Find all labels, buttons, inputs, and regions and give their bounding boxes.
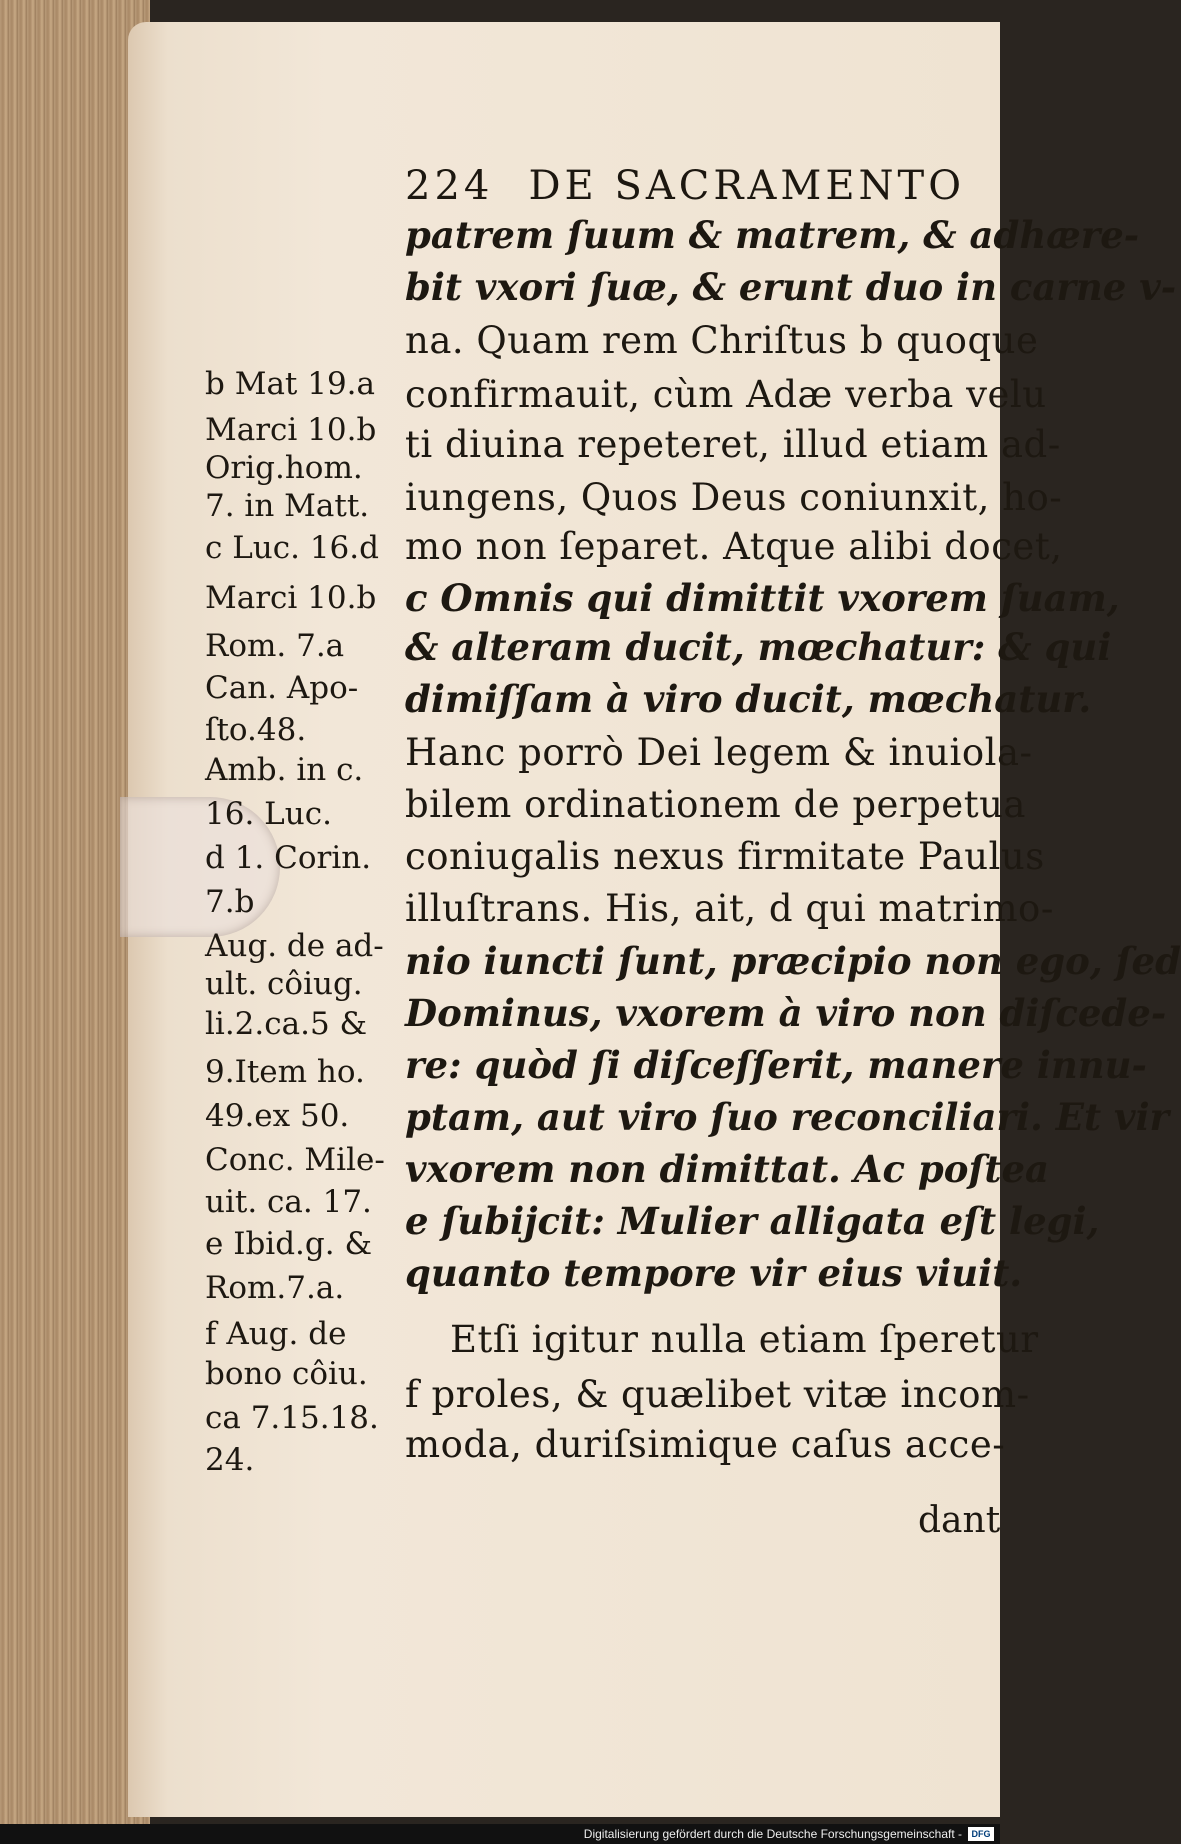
page-number: 224 [405, 163, 494, 209]
margin-note: b Mat 19.a [205, 366, 376, 402]
body-line: Dominus, vxorem à viro non diſcede- [405, 991, 1167, 1035]
margin-note: Orig.hom. [205, 450, 363, 486]
body-line: iungens, Quos Deus coniunxit, ho- [405, 476, 1063, 519]
catchword: dant [918, 1500, 1001, 1541]
body-line: re: quòd ſi diſceſſerit, manere innu- [405, 1043, 1147, 1087]
body-line: illuſtrans. His, ait, d qui matrimo- [405, 887, 1054, 930]
body-line: bilem ordinationem de perpetua [405, 783, 1026, 826]
margin-note: bono côiu. [205, 1356, 368, 1392]
body-line: e ſubijcit: Mulier alligata eſt legi, [405, 1199, 1100, 1243]
margin-note: 9.Item ho. [205, 1054, 365, 1090]
body-line: mo non ſeparet. Atque alibi docet, [405, 525, 1063, 568]
body-line: vxorem non dimittat. Ac poſtea [405, 1147, 1049, 1191]
body-line: & alteram ducit, mœchatur: & qui [405, 625, 1112, 669]
margin-note: Can. Apo- [205, 670, 359, 706]
margin-note: d 1. Corin. [205, 840, 372, 876]
body-line: ti diuina repeteret, illud etiam ad- [405, 423, 1061, 466]
margin-note: 7. in Matt. [205, 488, 370, 524]
digitization-footer [0, 1824, 1000, 1844]
body-line: quanto tempore vir eius viuit. [405, 1251, 1023, 1295]
margin-note: Aug. de ad- [205, 928, 384, 964]
body-line: confirmauit, cùm Adæ verba velu [405, 373, 1047, 416]
margin-note: ult. côiug. [205, 966, 363, 1002]
body-line: f proles, & quælibet vitæ incom- [405, 1373, 1030, 1416]
margin-note: ſto.48. [205, 712, 307, 748]
margin-note: Marci 10.b [205, 580, 377, 616]
margin-note: li.2.ca.5 & [205, 1006, 368, 1042]
margin-note: Marci 10.b [205, 412, 377, 448]
body-line: moda, duriſsimique caſus acce- [405, 1423, 1006, 1466]
margin-note: 24. [205, 1442, 255, 1478]
body-line: nio iuncti ſunt, præcipio non ego, ſed [405, 939, 1181, 983]
body-line: Etſi igitur nulla etiam ſperetur [450, 1318, 1039, 1361]
body-line: Hanc porrò Dei legem & inuiola- [405, 731, 1033, 774]
body-line: na. Quam rem Chriſtus b quoque [405, 319, 1039, 362]
margin-note: Rom. 7.a [205, 628, 345, 664]
body-line: patrem ſuum & matrem, & adhære- [405, 213, 1140, 257]
dfg-logo: DFG [968, 1827, 994, 1841]
margin-note: e Ibid.g. & [205, 1226, 373, 1262]
margin-note: Conc. Mile- [205, 1142, 385, 1178]
margin-note: 16. Luc. [205, 796, 332, 832]
body-line: dimiſſam à viro ducit, mœchatur. [405, 677, 1092, 721]
margin-note: uit. ca. 17. [205, 1184, 372, 1220]
margin-note: Rom.7.a. [205, 1270, 345, 1306]
page-header [405, 163, 965, 209]
margin-note: Amb. in c. [205, 752, 364, 788]
body-line: coniugalis nexus firmitate Paulus [405, 835, 1045, 878]
footer-credit: Digitalisierung gefördert durch die Deutsche Forschungsgemeinschaft - [583, 1827, 962, 1841]
body-line: ptam, aut viro ſuo reconciliari. Et vir [405, 1095, 1170, 1139]
margin-note: 49.ex 50. [205, 1098, 350, 1134]
body-line: bit vxori ſuæ, & erunt duo in carne v- [405, 265, 1177, 309]
running-title: DE SACRAMENTO [528, 163, 965, 209]
margin-note: f Aug. de [205, 1316, 347, 1352]
body-line: c Omnis qui dimittit vxorem ſuam, [405, 576, 1120, 620]
margin-note: c Luc. 16.d [205, 530, 379, 566]
margin-note: 7.b [205, 884, 255, 920]
margin-note: ca 7.15.18. [205, 1400, 379, 1436]
